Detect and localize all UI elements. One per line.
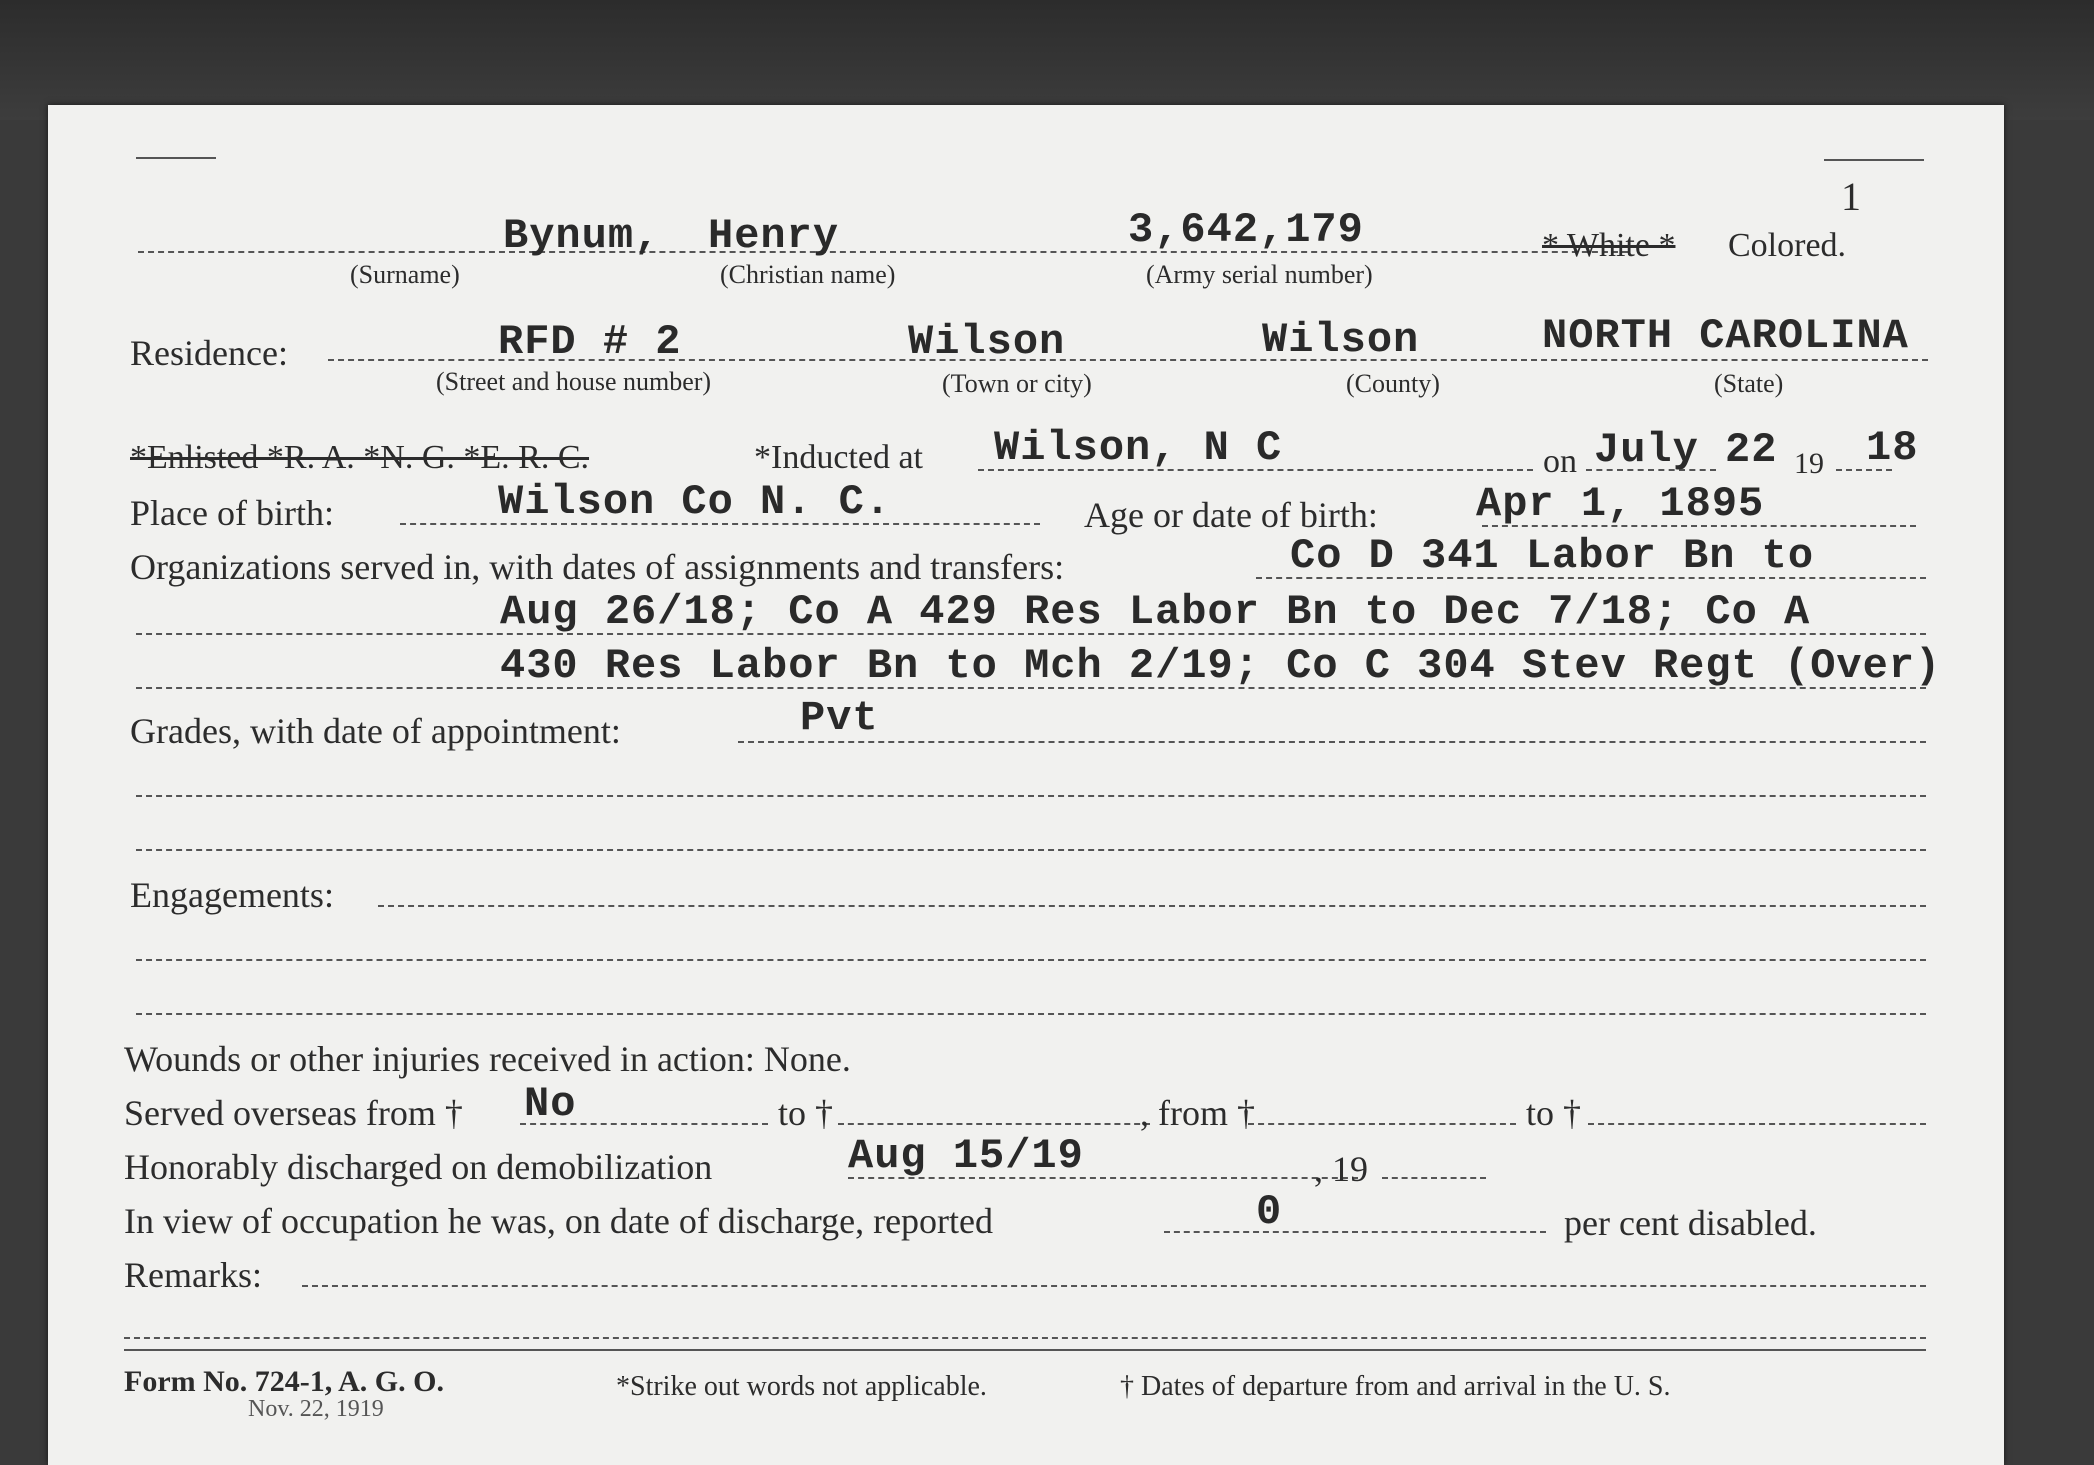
inducted-year-prefix: 19 [1794, 447, 1824, 480]
race-colored: Colored. [1728, 227, 1847, 264]
age-label: Age or date of birth: [1084, 495, 1378, 535]
place-of-birth-value: Wilson Co N. C. [498, 478, 892, 526]
army-serial-value: 3,642,179 [1128, 206, 1364, 254]
age-value: Apr 1, 1895 [1476, 480, 1765, 528]
engagements-line-3 [136, 1013, 1926, 1015]
remarks-label: Remarks: [124, 1255, 262, 1295]
race-white-struck: * White * [1542, 227, 1676, 264]
inducted-on-label: on [1543, 443, 1577, 480]
form-date: Nov. 22, 1919 [248, 1396, 384, 1422]
card-number: 1 [1841, 174, 1861, 219]
overseas-from2-line [1248, 1123, 1516, 1125]
grades-label: Grades, with date of appointment: [130, 711, 621, 751]
disability-value: 0 [1256, 1188, 1283, 1236]
disability-line [1164, 1231, 1546, 1233]
disability-suffix: per cent disabled. [1564, 1203, 1817, 1243]
county-caption: (County) [1346, 369, 1440, 398]
surname-value: Bynum, [503, 212, 661, 260]
state-caption: (State) [1714, 369, 1784, 398]
service-record-card [48, 105, 2004, 1465]
name-line [138, 251, 1628, 253]
residence-county-value: Wilson [1262, 316, 1420, 364]
corner-rule-left [136, 157, 216, 159]
army-serial-caption: (Army serial number) [1146, 260, 1373, 289]
grades-value: Pvt [800, 694, 879, 742]
discharge-year-line [1382, 1177, 1486, 1179]
overseas-from2-label: , from † [1140, 1093, 1255, 1133]
discharge-label: Honorably discharged on demobilization [124, 1147, 713, 1187]
organizations-text-1: Co D 341 Labor Bn to [1290, 532, 1815, 580]
wounds-text: Wounds or other injuries received in action: None. [124, 1039, 851, 1079]
disability-label: In view of occupation he was, on date of discharge, reported [124, 1201, 994, 1241]
christian-name-caption: (Christian name) [720, 260, 896, 289]
grades-line-3 [136, 849, 1926, 851]
inducted-at-label: *Inducted at [754, 439, 923, 476]
overseas-from-label: Served overseas from † [124, 1093, 463, 1133]
inducted-year-value: 18 [1866, 424, 1919, 472]
engagements-line-1 [378, 905, 1926, 907]
residence-town-value: Wilson [908, 318, 1066, 366]
street-caption: (Street and house number) [436, 367, 712, 396]
background-top [0, 0, 2094, 120]
organizations-text-2: Aug 26/18; Co A 429 Res Labor Bn to Dec 7/18; Co A [500, 588, 1811, 636]
place-of-birth-label: Place of birth: [130, 493, 334, 533]
town-caption: (Town or city) [942, 369, 1092, 398]
surname-caption: (Surname) [350, 260, 460, 289]
organizations-text-3: 430 Res Labor Bn to Mch 2/19; Co C 304 Stev Regt (Over) [500, 642, 1942, 690]
inducted-place-value: Wilson, N C [994, 424, 1283, 472]
overseas-from-value: No [524, 1080, 577, 1128]
overseas-to2-line [1588, 1123, 1926, 1125]
discharge-year-label: , 19 [1314, 1149, 1368, 1189]
residence-label: Residence: [130, 333, 288, 373]
remarks-line-1 [302, 1285, 1926, 1287]
strike-note: *Strike out words not applicable. [616, 1371, 987, 1402]
organizations-label: Organizations served in, with dates of assignments and transfers: [130, 547, 1065, 587]
dates-note: † Dates of departure from and arrival in the U. S. [1120, 1371, 1671, 1402]
engagements-label: Engagements: [130, 875, 334, 915]
grades-line-1 [738, 741, 1926, 743]
overseas-to-label: to † [778, 1093, 834, 1133]
grades-line-2 [136, 795, 1926, 797]
discharge-value: Aug 15/19 [848, 1132, 1084, 1180]
form-number: Form No. 724-1, A. G. O. [124, 1365, 444, 1398]
residence-street-value: RFD # 2 [498, 318, 682, 366]
inducted-date-value: July 22 [1594, 426, 1778, 474]
footer-rule [124, 1349, 1926, 1351]
overseas-to2-label: to † [1526, 1093, 1582, 1133]
residence-state-value: NORTH CAROLINA [1542, 312, 1909, 360]
corner-rule-right [1824, 159, 1924, 161]
overseas-to-line [838, 1123, 1150, 1125]
christian-name-value: Henry [708, 212, 840, 260]
enlisted-options-struck: *Enlisted *R. A. *N. G. *E. R. C. [130, 439, 590, 476]
remarks-line-2 [124, 1337, 1926, 1339]
engagements-line-2 [136, 959, 1926, 961]
